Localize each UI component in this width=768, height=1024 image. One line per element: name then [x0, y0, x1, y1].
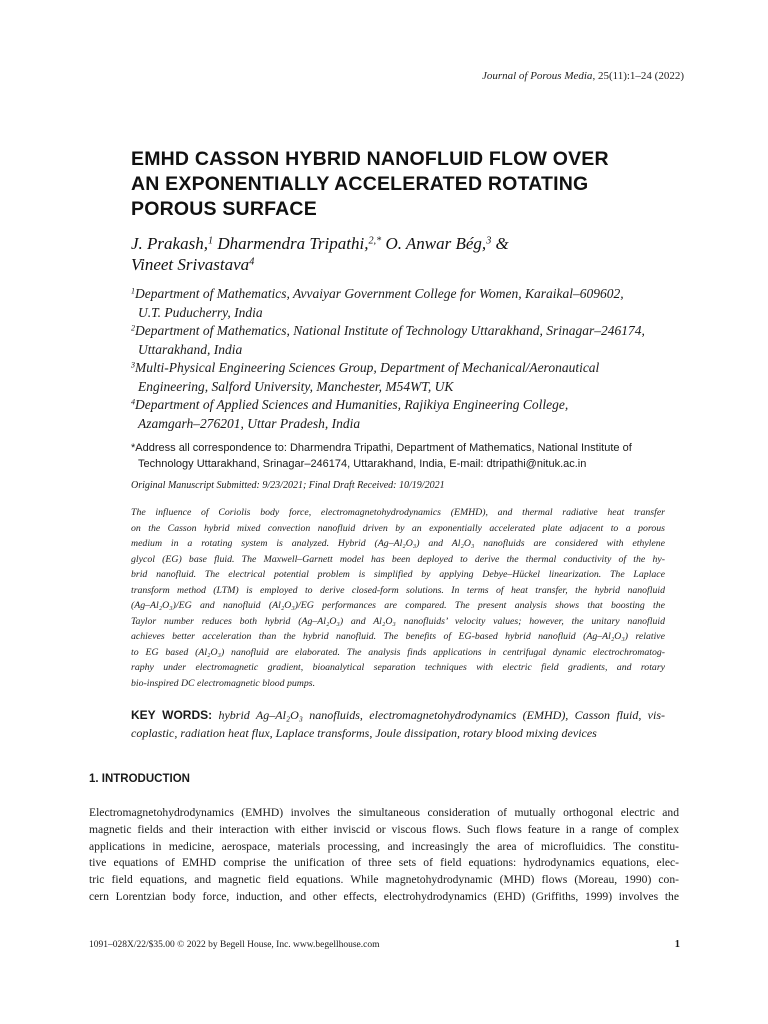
- abstract-line: glycol (EG) base fluid. The Maxwell–Garnett model has been deployed to derive the thermal conductivity of the hy-: [131, 553, 665, 565]
- affiliation-text: Department of Mathematics, Avvaiyar Government College for Women, Karaikal–609602,: [135, 286, 624, 301]
- affiliation-item: [131, 396, 691, 433]
- affiliation-text: Engineering, Salford University, Manchester, M54WT, UK: [138, 378, 454, 394]
- abstract-line: Taylor number reduces both hybrid (Ag–Al₂O₃) and Al₂O₃ nanofluids’ velocity values; however, the unitary nanofluid: [131, 615, 665, 627]
- keywords-text: coplastic, radiation heat flux, Laplace transforms, Joule dissipation, rotary blood mixing devices: [131, 726, 597, 740]
- abstract-line: raphy under electromagnetic gradient, bioanalytical separation techniques with electric field gradients, and rotary: [131, 662, 665, 673]
- body-line: tric field equations, and magnetic field equations. While magnetohydrodynamic (MHD) flows (Moreau, 1990) con-: [89, 873, 679, 887]
- affiliations: [131, 285, 691, 433]
- abstract-line: The influence of Coriolis body force, electromagnetohydrodynamics (EMHD), and thermal radiative heat transfer: [131, 507, 665, 518]
- body-line: applications in medicine, aerospace, materials processing, and increasingly the area of microfluidics. The constitu-: [89, 839, 679, 853]
- body-line: tive equations of EMHD comprise the unification of three sets of field equations: hydrodynamics equations, elec-: [89, 856, 679, 870]
- keywords: [131, 706, 665, 742]
- title-line: POROUS SURFACE: [131, 198, 317, 220]
- author-affil-marker: 1: [207, 235, 214, 247]
- author-affil-marker: 4: [249, 256, 255, 268]
- body-line: magnetic fields and their interaction with either inviscid or viscous flows. Such flows feature in a range of complex: [89, 822, 679, 836]
- title-line: EMHD CASSON HYBRID NANOFLUID FLOW OVER: [131, 148, 609, 170]
- affiliation-number: 3: [131, 360, 136, 370]
- abstract-line: brid nanofluid. The electrical potential problem is simplified by applying Debye–Hückel linearization. The Laplace: [131, 569, 665, 580]
- abstract-line: to EG based (Al₂O₃) nanofluid are elaborated. The analysis finds applications in centrifugal dynamic electrochromatog-: [131, 646, 665, 658]
- affiliation-item: [131, 359, 691, 396]
- footer-copyright: 1091–028X/22/$35.00 © 2022 by Begell House, Inc. www.begellhouse.com: [89, 940, 380, 950]
- abstract-line: achieves better acceleration than the hybrid nanofluid. The benefits of EG-based hybrid nanofluid (Ag–Al₂O₃) relative: [131, 631, 665, 642]
- journal-name: Journal of Porous Media: [481, 70, 593, 82]
- keywords-text: hybrid Ag–Al₂O₃ nanofluids, electromagnetohydrodynamics (EMHD), Casson fluid, vis-: [212, 708, 665, 722]
- correspondence-note: [131, 440, 691, 472]
- title-line: AN EXPONENTIALLY ACCELERATED ROTATING: [131, 173, 589, 195]
- abstract-line: bio-inspired DC electromagnetic blood pumps.: [131, 677, 316, 689]
- author-list: [131, 233, 691, 275]
- keywords-label: KEY WORDS:: [131, 708, 213, 722]
- affiliation-text: Department of Applied Sciences and Humanities, Rajikiya Engineering College,: [135, 397, 569, 412]
- journal-volume: , 25(11):1–24 (2022): [592, 70, 684, 82]
- author-conjunction: &: [491, 234, 509, 253]
- introduction-body: [89, 805, 679, 906]
- author-name: Dharmendra Tripathi,: [213, 234, 369, 253]
- affiliation-text: U.T. Puducherry, India: [138, 304, 263, 320]
- abstract-line: on the Casson hybrid mixed convection nanofluid driven by an exponentially accelerated plate adjacent to a porous: [131, 522, 665, 534]
- author-name: O. Anwar Bég,: [381, 234, 487, 253]
- correspondence-line: Technology Uttarakhand, Srinagar–246174, Uttarakhand, India, E-mail: dtripathi@nituk.ac.in: [138, 458, 587, 470]
- affiliation-text: Azamgarh–276201, Uttar Pradesh, India: [138, 415, 361, 431]
- correspondence-line: *Address all correspondence to: Dharmendra Tripathi, Department of Mathematics, National Institute of: [131, 442, 632, 454]
- affiliation-item: [131, 322, 691, 359]
- affiliation-number: 4: [131, 397, 136, 407]
- journal-citation: [482, 70, 684, 82]
- abstract-line: medium in a rotating system is analyzed. Hybrid (Ag–Al₂O₃) and Al₂O₃ nanofluids are considered with ethylene: [131, 538, 665, 549]
- paper-title: [131, 147, 691, 222]
- affiliation-text: Uttarakhand, India: [138, 341, 243, 357]
- page-number: 1: [674, 939, 680, 950]
- author-affil-marker: 2,*: [368, 235, 382, 247]
- abstract-line: (Ag–Al₂O₃)/EG and nanofluid (Al₂O₃)/EG performances are compared. The present analysis shows that boosting the: [131, 600, 665, 611]
- abstract-line: transform method (LTM) is employed to derive closed-form solutions. In terms of heat transfer, the hybrid nanofluid: [131, 584, 665, 596]
- manuscript-dates: Original Manuscript Submitted: 9/23/2021; Final Draft Received: 10/19/2021: [131, 480, 445, 491]
- affiliation-number: 1: [131, 286, 136, 296]
- author-name: Vineet Srivastava: [131, 255, 250, 274]
- section-heading: 1. INTRODUCTION: [89, 773, 190, 785]
- author-affil-marker: 3: [486, 235, 492, 247]
- affiliation-number: 2: [131, 323, 136, 333]
- affiliation-text: Multi-Physical Engineering Sciences Group, Department of Mechanical/Aeronautical: [135, 360, 600, 375]
- abstract: [131, 505, 665, 691]
- body-line: Electromagnetohydrodynamics (EMHD) involves the simultaneous consideration of mutually orthogonal electric and: [89, 806, 679, 819]
- affiliation-text: Department of Mathematics, National Institute of Technology Uttarakhand, Srinagar–246174,: [135, 323, 645, 338]
- body-line: cern Lorentzian body force, induction, and other effects, electrohydrodynamics (EHD) (Griffiths, 1999) involves the: [89, 889, 679, 903]
- affiliation-item: [131, 285, 691, 322]
- author-name: J. Prakash,: [131, 234, 208, 253]
